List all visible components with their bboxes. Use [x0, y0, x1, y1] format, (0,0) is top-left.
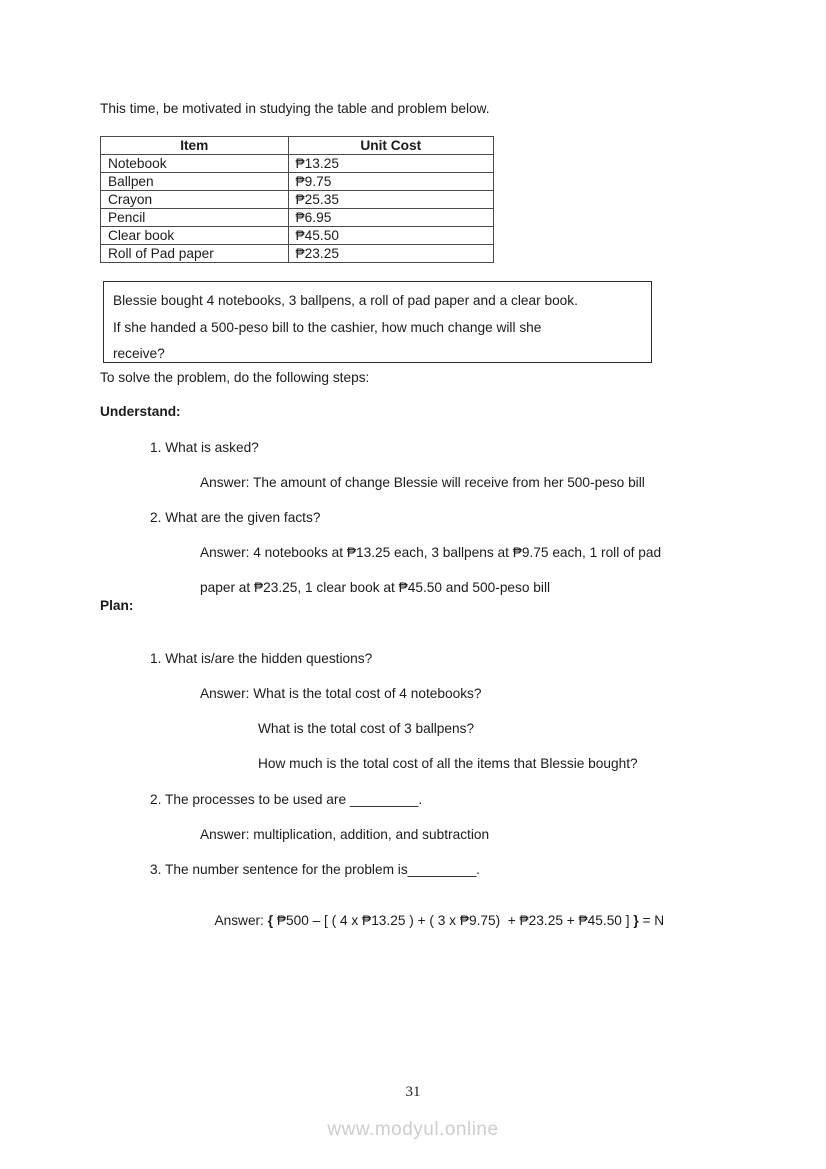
understand-question-1: 1. What is asked? [150, 440, 259, 455]
cost-cell: ₱23.25 [288, 245, 493, 263]
plan-answer-1-line-1: Answer: What is the total cost of 4 notebooks? [200, 686, 482, 701]
plan-question-1: 1. What is/are the hidden questions? [150, 651, 373, 666]
cost-cell: ₱25.35 [288, 191, 493, 209]
cost-cell: ₱13.25 [288, 155, 493, 173]
item-cell: Ballpen [101, 173, 289, 191]
number-sentence-expression: ₱500 – [ ( 4 x ₱13.25 ) + ( 3 x ₱9.75) + ₱23.25 + ₱45.50 ] [273, 913, 634, 928]
problem-line: Blessie bought 4 notebooks, 3 ballpens, a roll of pad paper and a clear book. [113, 293, 578, 308]
plan-question-3: 3. The number sentence for the problem is_________. [150, 862, 480, 877]
column-header-item: Item [101, 137, 289, 155]
watermark-text: www.modyul.online [327, 1119, 499, 1140]
unit-cost-table [100, 136, 494, 263]
plan-answer-3-number-sentence [200, 897, 664, 945]
item-cell: Pencil [101, 209, 289, 227]
cost-cell: ₱9.75 [288, 173, 493, 191]
understand-heading: Understand: [100, 404, 181, 419]
understand-answer-2-line-2: paper at ₱23.25, 1 clear book at ₱45.50 and 500-peso bill [200, 580, 551, 595]
table-row [101, 209, 494, 227]
word-problem-box [103, 281, 652, 363]
table-row [101, 227, 494, 245]
cost-cell: ₱6.95 [288, 209, 493, 227]
steps-intro-text: To solve the problem, do the following steps: [100, 370, 370, 385]
item-cell: Clear book [101, 227, 289, 245]
brace-close: } [633, 913, 639, 928]
table-row [101, 191, 494, 209]
item-cell: Notebook [101, 155, 289, 173]
understand-answer-2-line-1: Answer: 4 notebooks at ₱13.25 each, 3 ballpens at ₱9.75 each, 1 roll of pad [200, 545, 662, 560]
plan-question-2: 2. The processes to be used are _________. [150, 792, 423, 807]
cost-cell: ₱45.50 [288, 227, 493, 245]
column-header-unit-cost: Unit Cost [288, 137, 493, 155]
number-sentence-result: = N [638, 913, 665, 928]
page-number: 31 [405, 1084, 421, 1100]
understand-question-2: 2. What are the given facts? [150, 510, 321, 525]
table-row [101, 245, 494, 263]
item-cell: Roll of Pad paper [101, 245, 289, 263]
intro-text: This time, be motivated in studying the table and problem below. [100, 101, 490, 116]
table-row [101, 155, 494, 173]
problem-line: receive? [113, 346, 165, 361]
brace-open: { [267, 913, 274, 928]
plan-answer-2: Answer: multiplication, addition, and subtraction [200, 827, 490, 842]
item-cell: Crayon [101, 191, 289, 209]
table-header-row [101, 137, 494, 155]
plan-answer-1-line-2: What is the total cost of 3 ballpens? [258, 721, 475, 736]
answer-label: Answer: [214, 913, 268, 928]
problem-line: If she handed a 500-peso bill to the cashier, how much change will she [113, 319, 542, 335]
plan-heading: Plan: [100, 598, 134, 613]
plan-answer-1-line-3: How much is the total cost of all the items that Blessie bought? [258, 756, 638, 771]
understand-answer-1: Answer: The amount of change Blessie will receive from her 500-peso bill [200, 475, 645, 490]
table-row [101, 173, 494, 191]
